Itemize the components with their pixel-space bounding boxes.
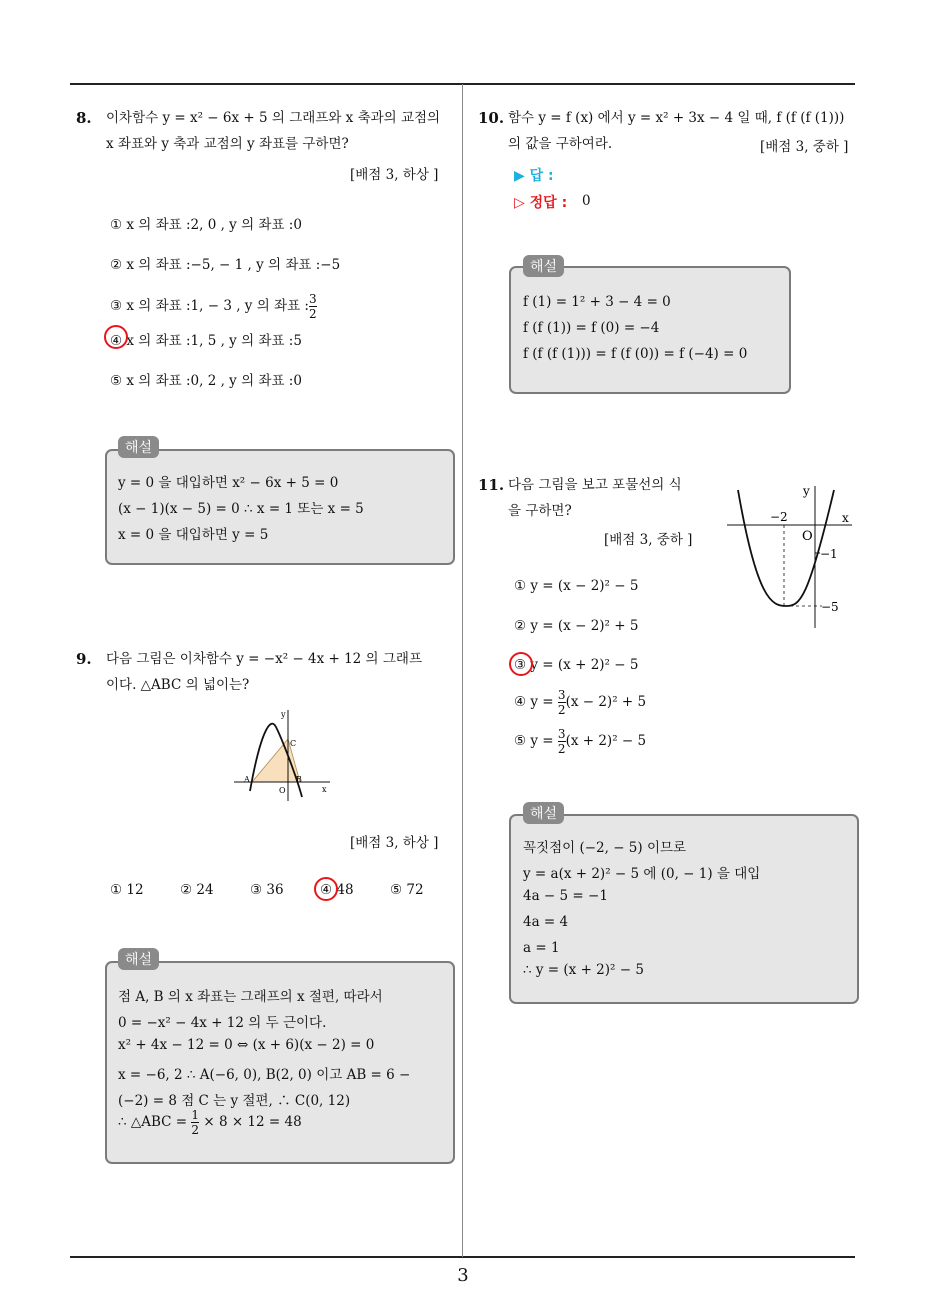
answer-mark-circle	[509, 652, 533, 676]
question-number: 9.	[76, 650, 92, 668]
choice-4[interactable]: ④ x 의 좌표 :1, 5 , y 의 좌표 :5	[110, 333, 302, 349]
choice-2[interactable]: ② y = (x − 2)² + 5	[514, 618, 639, 634]
choice-text: ④ y =	[514, 694, 558, 710]
fraction	[309, 292, 317, 321]
explanation-line: 꼭짓점이 (−2, − 5) 이므로	[523, 840, 687, 856]
answer-mark-circle	[314, 877, 338, 901]
explanation-line: 점 A, B 의 x 좌표는 그래프의 x 절편, 따라서	[118, 989, 383, 1005]
question-text: 함수 y = f (x) 에서 y = x² + 3x − 4 일 때, f (f (f (1)))	[508, 110, 845, 126]
label-o: O	[802, 529, 813, 544]
label-c: C	[290, 739, 297, 748]
parabola-figure	[230, 705, 335, 803]
choice-3[interactable]: ③ y = (x + 2)² − 5	[514, 657, 639, 673]
points-label: [배점 3, 하상 ]	[350, 835, 439, 851]
points-label: [배점 3, 하상 ]	[350, 167, 439, 183]
explanation-line: (−2) = 8 점 C 는 y 절편, ∴ C(0, 12)	[118, 1093, 351, 1109]
parabola-figure	[722, 480, 857, 630]
choice-4[interactable]: ④ 48	[320, 882, 354, 898]
choice-text: ⑤ y =	[514, 733, 558, 749]
fraction-denominator: 2	[557, 742, 566, 756]
fraction-denominator: 2	[557, 703, 566, 717]
label-x: x	[322, 785, 327, 794]
label-o: O	[279, 786, 286, 795]
label-b: B	[296, 775, 302, 784]
choice-3[interactable]: ③ 36	[250, 882, 284, 898]
question-text: 을 구하면?	[508, 503, 572, 519]
fraction	[558, 727, 566, 756]
explanation-line: f (1) = 1² + 3 − 4 = 0	[523, 294, 671, 310]
fraction	[191, 1108, 199, 1137]
explanation-line: x = −6, 2 ∴ A(−6, 0), B(2, 0) 이고 AB = 6 −	[118, 1067, 411, 1083]
question-text: 의 값을 구하여라.	[508, 136, 613, 152]
answer-input-label[interactable]: ▶ 답 :	[514, 168, 554, 184]
choice-2[interactable]: ② x 의 좌표 :−5, − 1 , y 의 좌표 :−5	[110, 257, 341, 273]
question-text: x 좌표와 y 축과 교점의 y 좌표를 구하면?	[106, 136, 349, 152]
question-number: 11.	[478, 476, 505, 494]
question-text: 이다. △ABC 의 넓이는?	[106, 677, 250, 693]
label-neg2: −2	[770, 510, 788, 524]
explanation-text: × 8 × 12 = 48	[199, 1114, 302, 1130]
points-label: [배점 3, 중하 ]	[604, 532, 693, 548]
points-label: [배점 3, 중하 ]	[760, 139, 849, 155]
explanation-label: 해설	[118, 948, 159, 970]
question-text: 다음 그림을 보고 포물선의 식	[508, 477, 682, 493]
choice-text: ③ x 의 좌표 :1, − 3 , y 의 좌표 :	[110, 298, 309, 314]
label-y: y	[803, 484, 810, 498]
explanation-line: (x − 1)(x − 5) = 0 ∴ x = 1 또는 x = 5	[118, 501, 364, 517]
choice-2[interactable]: ② 24	[180, 882, 214, 898]
explanation-line: f (f (f (1))) = f (f (0)) = f (−4) = 0	[523, 346, 748, 362]
answer-mark-circle	[104, 325, 128, 349]
choice-text: (x − 2)² + 5	[565, 694, 647, 710]
explanation-label: 해설	[523, 255, 564, 277]
explanation-line: y = a(x + 2)² − 5 에 (0, − 1) 을 대입	[523, 866, 761, 882]
choice-3[interactable]	[110, 292, 317, 321]
explanation-label: 해설	[523, 802, 564, 824]
correct-answer-value: 0	[582, 193, 591, 209]
explanation-line: 0 = −x² − 4x + 12 의 두 근이다.	[118, 1015, 327, 1031]
choice-5[interactable]: ⑤ 72	[390, 882, 424, 898]
correct-answer-label: ▷ 정답 :	[514, 195, 568, 211]
choice-4[interactable]	[514, 688, 646, 717]
fraction-numerator: 1	[191, 1108, 200, 1122]
fraction-denominator: 2	[308, 307, 317, 321]
explanation-line: ∴ y = (x + 2)² − 5	[523, 962, 644, 978]
label-y: y	[281, 710, 286, 719]
label-x: x	[842, 511, 849, 525]
question-number: 8.	[76, 109, 92, 127]
explanation-line	[118, 1108, 302, 1137]
explanation-line: y = 0 을 대입하면 x² − 6x + 5 = 0	[118, 475, 339, 491]
explanation-line: x = 0 을 대입하면 y = 5	[118, 527, 269, 543]
fraction-numerator: 3	[557, 688, 566, 702]
column-divider	[462, 84, 463, 1257]
question-text: 다음 그림은 이차함수 y = −x² − 4x + 12 의 그래프	[106, 651, 423, 667]
choice-1[interactable]: ① 12	[110, 882, 144, 898]
choice-5[interactable]: ⑤ x 의 좌표 :0, 2 , y 의 좌표 :0	[110, 373, 302, 389]
page-number: 3	[457, 1265, 469, 1286]
question-number: 10.	[478, 109, 505, 127]
choice-5[interactable]	[514, 727, 646, 756]
choice-1[interactable]: ① y = (x − 2)² − 5	[514, 578, 639, 594]
explanation-line: a = 1	[523, 940, 560, 956]
choice-1[interactable]: ① x 의 좌표 :2, 0 , y 의 좌표 :0	[110, 217, 302, 233]
explanation-line: x² + 4x − 12 = 0 ⇔ (x + 6)(x − 2) = 0	[118, 1037, 375, 1053]
question-text: 이차함수 y = x² − 6x + 5 의 그래프와 x 축과의 교점의	[106, 110, 441, 126]
label-neg5: −5	[821, 600, 839, 614]
explanation-label: 해설	[118, 436, 159, 458]
explanation-line: f (f (1)) = f (0) = −4	[523, 320, 660, 336]
fraction-numerator: 3	[308, 292, 317, 306]
fraction-denominator: 2	[191, 1123, 200, 1137]
fraction	[558, 688, 566, 717]
explanation-text: ∴ △ABC =	[118, 1114, 192, 1130]
explanation-line: 4a = 4	[523, 914, 569, 930]
label-neg1: −1	[820, 547, 838, 561]
label-a: A	[244, 775, 250, 784]
fraction-numerator: 3	[557, 727, 566, 741]
choice-text: (x + 2)² − 5	[565, 733, 647, 749]
explanation-line: 4a − 5 = −1	[523, 888, 608, 904]
